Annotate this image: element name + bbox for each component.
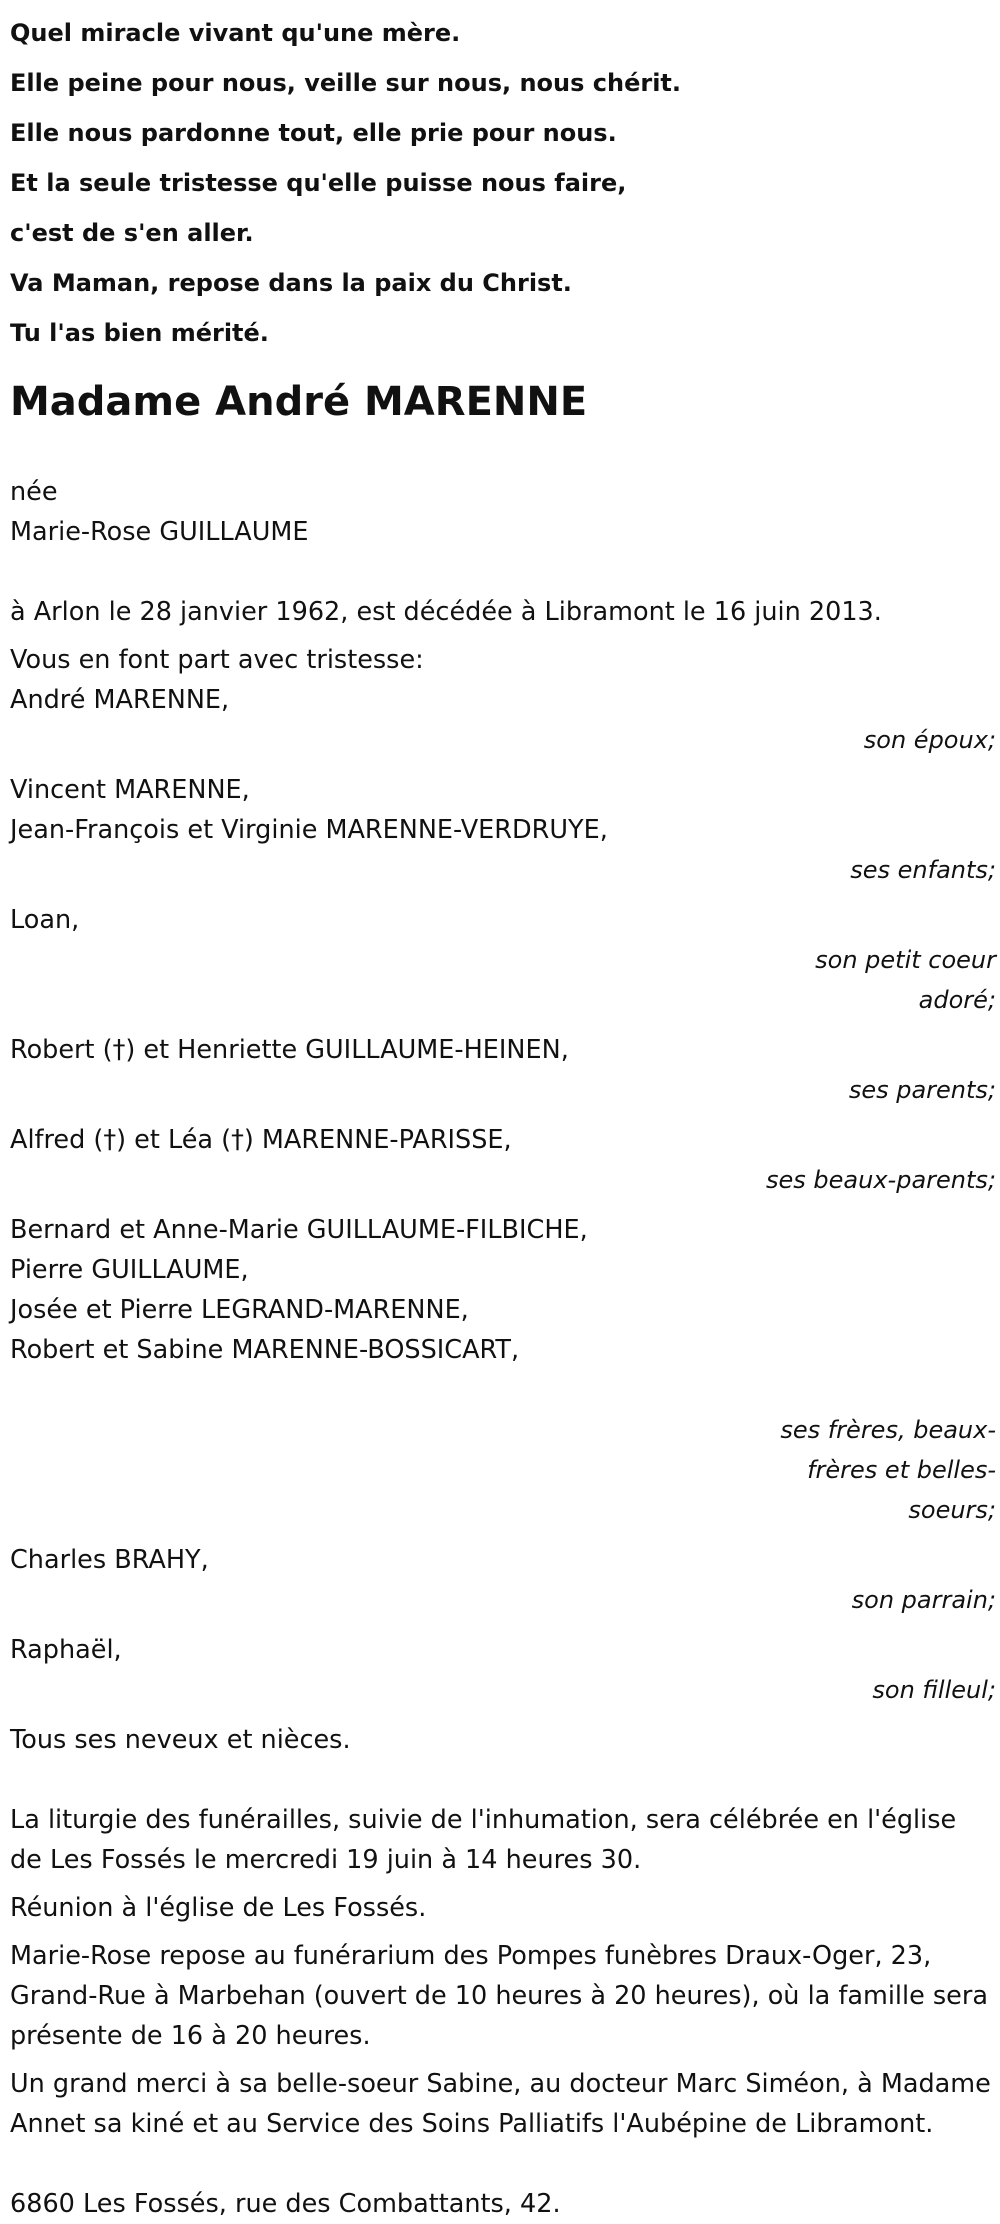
family-relation: son parrain; bbox=[851, 1586, 996, 1614]
family-names: Charles BRAHY, bbox=[10, 1545, 209, 1575]
family-entry-spouse bbox=[10, 680, 996, 760]
poem-line: Tu l'as bien mérité. bbox=[10, 319, 269, 347]
funeral-rest: Marie-Rose repose au funérarium des Pompes funèbres Draux-Oger, 23, Grand-Rue à Marbehan (ouvert de 10 heures à 20 heures), où la famille sera présente de 16 à 20 heures. bbox=[10, 1941, 988, 2051]
family-names: Robert et Sabine MARENNE-BOSSICART, bbox=[10, 1335, 520, 1365]
family-relation: son petit coeur adoré; bbox=[815, 946, 996, 1014]
poem bbox=[10, 0, 996, 358]
announcement: Vous en font part avec tristesse: bbox=[10, 645, 424, 675]
family-entry-grandchild bbox=[10, 900, 996, 1020]
family-names: Pierre GUILLAUME, bbox=[10, 1255, 249, 1285]
funeral-liturgy: La liturgie des funérailles, suivie de l'inhumation, sera célébrée en l'église de Les Fossés le mercredi 19 juin à 14 heures 30. bbox=[10, 1805, 957, 1875]
death-details: à Arlon le 28 janvier 1962, est décédée à Libramont le 16 juin 2013. bbox=[10, 597, 882, 627]
family-names: Jean-François et Virginie MARENNE-VERDRUYE, bbox=[10, 815, 608, 845]
family-names: Raphaël, bbox=[10, 1635, 122, 1665]
family-entry-children bbox=[10, 770, 996, 890]
deceased-name-title: Madame André MARENNE bbox=[10, 379, 588, 425]
family-names: Josée et Pierre LEGRAND-MARENNE, bbox=[10, 1295, 469, 1325]
family-closing: Tous ses neveux et nièces. bbox=[10, 1725, 351, 1755]
family-relation: son filleul; bbox=[872, 1676, 996, 1704]
family-names: Bernard et Anne-Marie GUILLAUME-FILBICHE, bbox=[10, 1215, 588, 1245]
family-names: Alfred (†) et Léa (†) MARENNE-PARISSE, bbox=[10, 1125, 512, 1155]
family-relation: ses enfants; bbox=[850, 856, 996, 884]
family-entry-siblings bbox=[10, 1210, 996, 1530]
family-names: Loan, bbox=[10, 905, 80, 935]
funeral-meeting: Réunion à l'église de Les Fossés. bbox=[10, 1893, 427, 1923]
family-names: Robert (†) et Henriette GUILLAUME-HEINEN, bbox=[10, 1035, 569, 1065]
family-address: 6860 Les Fossés, rue des Combattants, 42. bbox=[10, 2189, 561, 2219]
family-entry-parents-in-law bbox=[10, 1120, 996, 1200]
family-entry-parents bbox=[10, 1030, 996, 1110]
born-label: née bbox=[10, 477, 58, 507]
poem-line: Et la seule tristesse qu'elle puisse nous faire, bbox=[10, 169, 627, 197]
family-names: Vincent MARENNE, bbox=[10, 775, 250, 805]
family-relation: ses parents; bbox=[848, 1076, 996, 1104]
family-relation: ses frères, beaux-frères et belles-soeurs; bbox=[780, 1416, 996, 1524]
family-entry-godfather bbox=[10, 1540, 996, 1620]
family-relation: son époux; bbox=[863, 726, 996, 754]
maiden-name: Marie-Rose GUILLAUME bbox=[10, 517, 309, 547]
funeral-thanks: Un grand merci à sa belle-soeur Sabine, au docteur Marc Siméon, à Madame Annet sa kiné et au Service des Soins Palliatifs l'Aubépine de Libramont. bbox=[10, 2069, 991, 2139]
poem-line: c'est de s'en aller. bbox=[10, 219, 254, 247]
family-names: André MARENNE, bbox=[10, 685, 230, 715]
poem-line: Elle nous pardonne tout, elle prie pour nous. bbox=[10, 119, 617, 147]
family-relation: ses beaux-parents; bbox=[766, 1166, 996, 1194]
poem-line: Va Maman, repose dans la paix du Christ. bbox=[10, 269, 572, 297]
poem-line: Quel miracle vivant qu'une mère. bbox=[10, 19, 461, 47]
poem-line: Elle peine pour nous, veille sur nous, nous chérit. bbox=[10, 69, 682, 97]
family-entry-godson bbox=[10, 1630, 996, 1710]
